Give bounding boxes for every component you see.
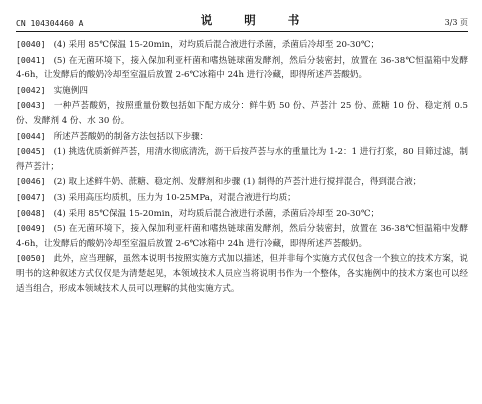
- paragraph-number: [0050]: [16, 253, 46, 264]
- paragraph-0043: [16, 98, 468, 128]
- paragraph-0050: [16, 251, 468, 296]
- paragraph-0044: [16, 129, 468, 145]
- document-title: 说 明 书: [200, 13, 314, 27]
- paragraph-text: 实施例四: [53, 85, 88, 96]
- page-header: [16, 6, 468, 28]
- paragraph-text: 一种芦荟酸奶，按照重量份数包括如下配方成分：鲜牛奶 50 份、芦荟汁 25 份、蔗糖 10 份、稳定剂 0.5 份、发酵剂 4 份、水 30 份。: [16, 101, 468, 126]
- paragraph-text: 此外，应当理解，虽然本说明书按照实施方式加以描述，但并非每个实施方式仅包含一个独立的技术方案，说明书的这种叙述方式仅仅是为清楚起见，本领域技术人员应当将说明书作为一个整体，各实施例中的技术方案也可以经适当组合，形成本领域技术人员可以理解的其他实施方式。: [16, 254, 468, 294]
- paragraph-0040: [16, 37, 468, 53]
- paragraph-text: (4) 采用 85℃保温 15-20min，对均质后混合液进行杀菌，杀菌后冷却至 20-30℃；: [53, 40, 380, 50]
- page-number: 3/3 页: [444, 18, 468, 27]
- paragraph-text: 所述芦荟酸奶的制备方法包括以下步骤：: [53, 131, 209, 142]
- paragraph-0045: [16, 144, 468, 174]
- paragraph-text: (1) 挑选优质新鲜芦荟，用清水彻底清洗，沥干后按芦荟与水的重量比为 1-2：1 进行打浆，80 目筛过滤，制得芦荟汁；: [16, 147, 468, 172]
- document-body: [16, 37, 468, 296]
- paragraph-text: (2) 取上述鲜牛奶、蔗糖、稳定剂、发酵剂和步骤 (1) 制得的芦荟汁进行搅拌混合，得到混合液；: [53, 177, 422, 188]
- paragraph-0041: [16, 53, 468, 83]
- paragraph-number: [0040]: [16, 39, 46, 49]
- paragraph-0046: [16, 174, 468, 190]
- paragraph-0049: [16, 221, 468, 251]
- paragraph-number: [0043]: [16, 100, 46, 111]
- paragraph-text: (5) 在无菌环境下，接入保加利亚杆菌和嗜热链球菌发酵剂，然后分装密封，放置在 36-38℃恒温箱中发酵 4-6h，让发酵后的酸奶冷却至室温后放置 2-6℃冰箱中 24h 进行冷藏，即得所述芦荟酸奶。: [16, 224, 468, 249]
- paragraph-number: [0048]: [16, 207, 46, 218]
- paragraph-0047: [16, 190, 468, 206]
- paragraph-number: [0044]: [16, 130, 46, 141]
- paragraph-number: [0045]: [16, 146, 46, 157]
- paragraph-number: [0049]: [16, 223, 46, 234]
- publication-number: CN 104304460 A: [16, 19, 84, 28]
- paragraph-number: [0042]: [16, 84, 46, 95]
- paragraph-0048: [16, 206, 468, 222]
- paragraph-text: (3) 采用高压均质机，压力为 10-25MPa，对混合液进行均质；: [53, 192, 296, 203]
- paragraph-text: (4) 采用 85℃保温 15-20min，对均质后混合液进行杀菌，杀菌后冷却至 20-30℃；: [53, 208, 380, 219]
- paragraph-number: [0047]: [16, 191, 46, 202]
- paragraph-number: [0041]: [16, 54, 46, 65]
- paragraph-text: (5) 在无菌环境下，接入保加利亚杆菌和嗜热链球菌发酵剂，然后分装密封，放置在 36-38℃恒温箱中发酵 4-6h，让发酵后的酸奶冷却至室温后放置 2-6℃冰箱中 24h 进行冷藏，即得所述芦荟酸奶。: [16, 55, 468, 81]
- paragraph-0042: [16, 83, 468, 99]
- paragraph-number: [0046]: [16, 176, 46, 187]
- header-rule: [16, 31, 468, 32]
